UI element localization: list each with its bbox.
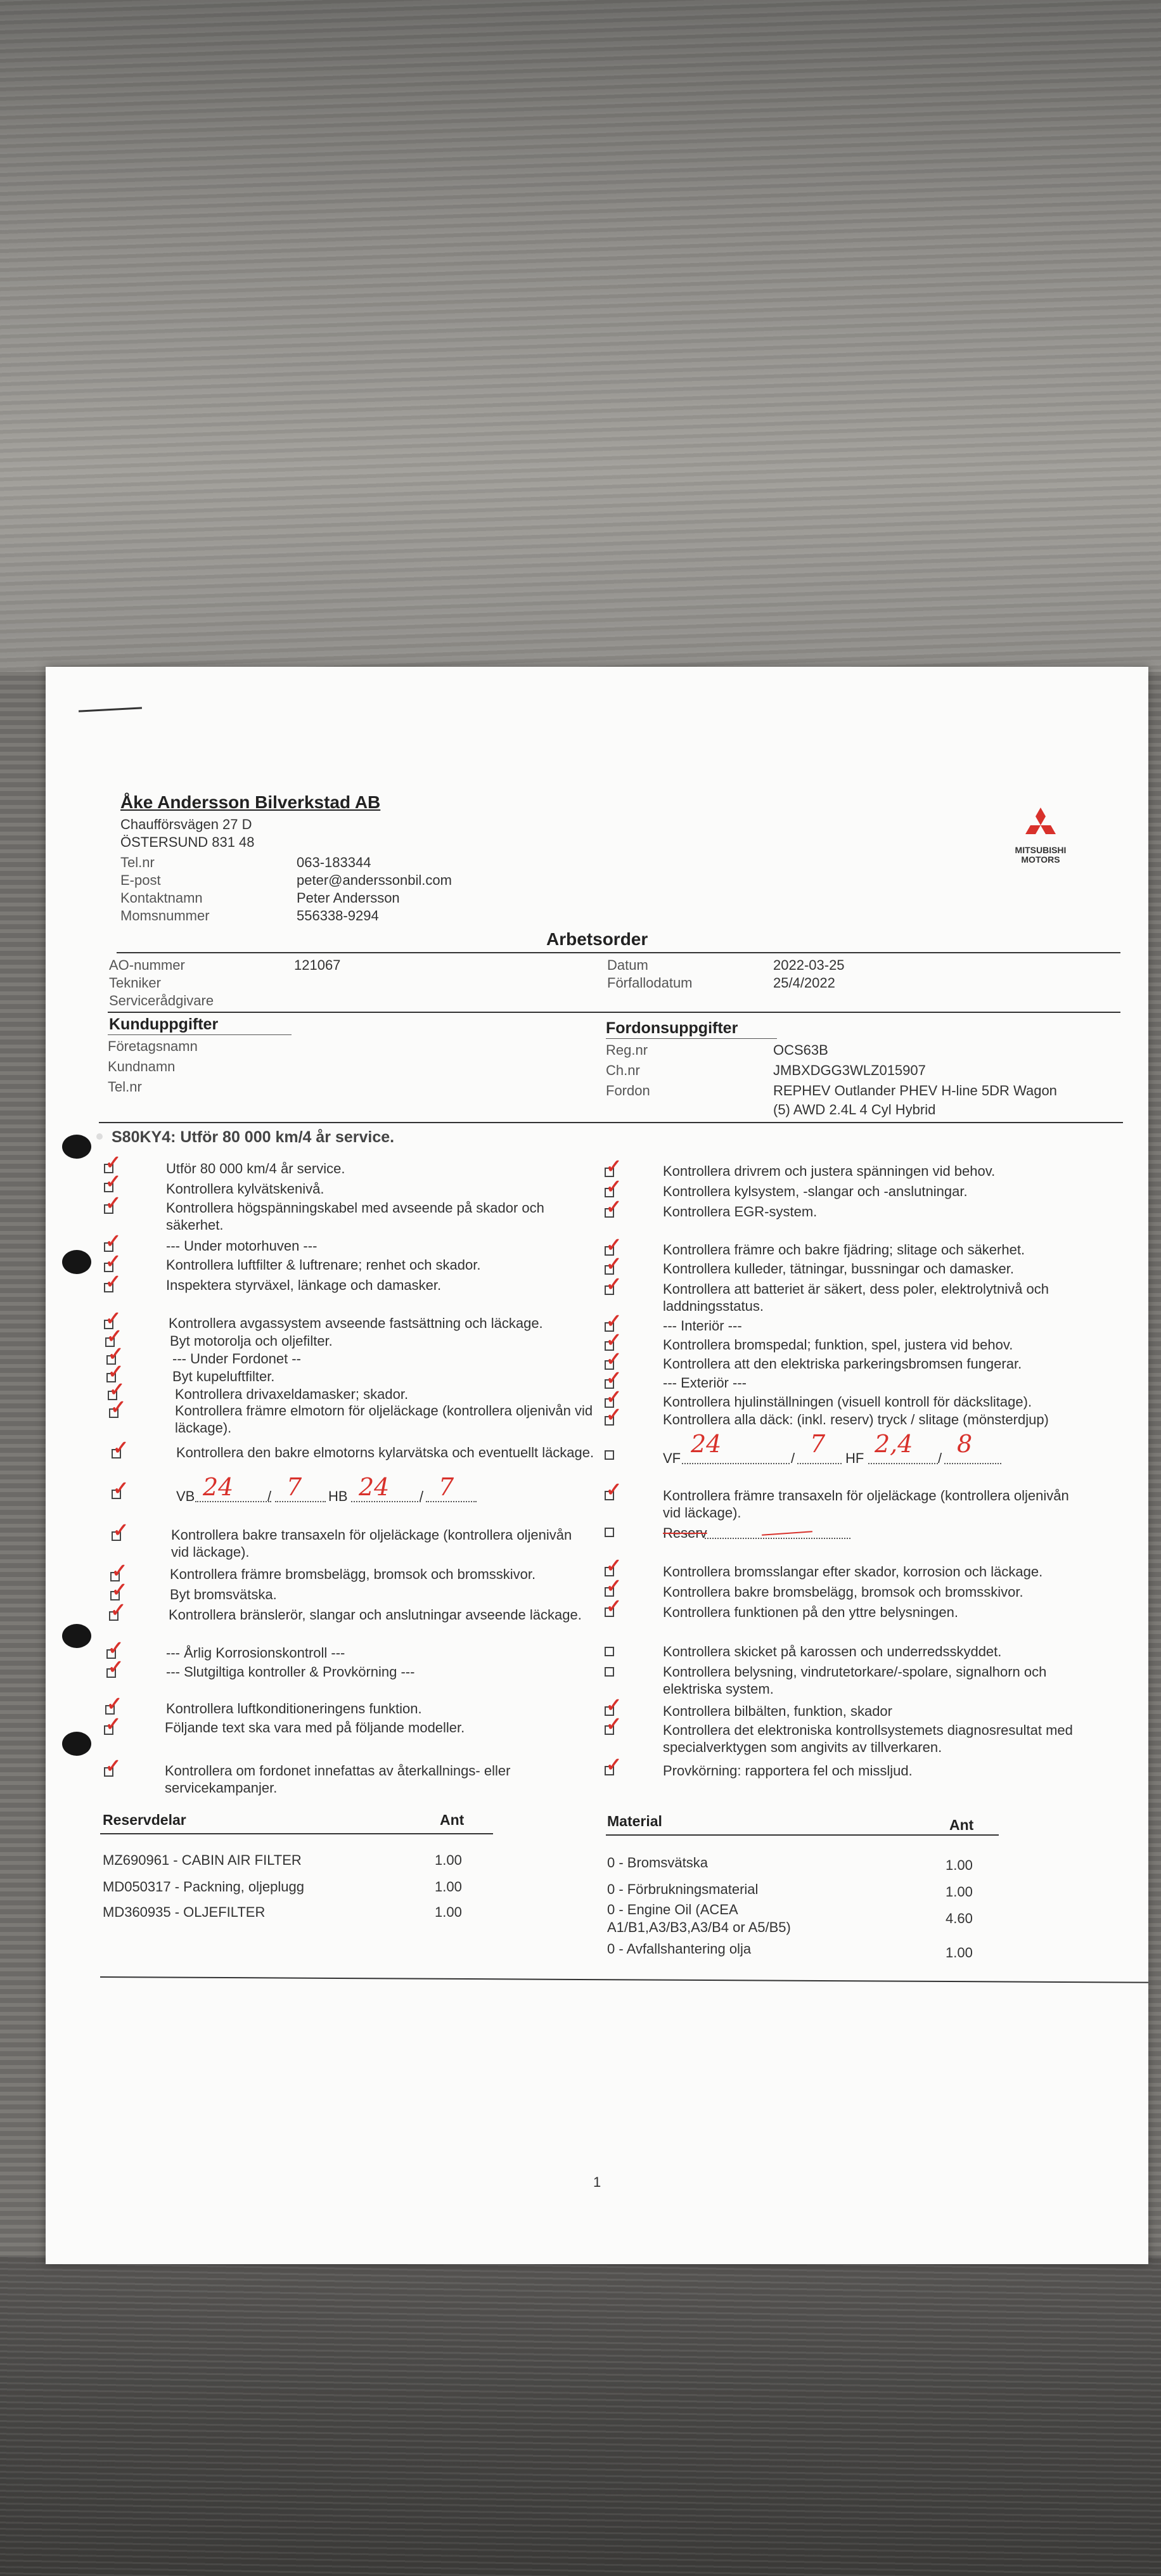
part-row-name: MD050317 - Packning, oljeplugg <box>103 1879 304 1895</box>
service-item: Kontrollera kylvätskenivå. <box>166 1181 324 1197</box>
material-row-name: 0 - Avfallshantering olja <box>607 1941 752 1957</box>
red-check-mark-icon: ✓ <box>606 1176 622 1197</box>
vb2-field-line <box>275 1501 326 1502</box>
customer-name-label: Kundnamn <box>108 1059 176 1074</box>
email-value: peter@anderssonbil.com <box>297 872 452 888</box>
red-check-mark-icon: ✓ <box>105 1171 122 1192</box>
red-check-mark-icon: ✓ <box>606 1576 622 1597</box>
material-row-name: 0 - Bromsvätska <box>607 1855 708 1871</box>
red-check-mark-icon: ✓ <box>105 1251 122 1272</box>
red-check-mark-icon: ✓ <box>606 1156 622 1177</box>
red-check-mark-icon: ✓ <box>606 1555 622 1576</box>
red-check-mark-icon: ✓ <box>606 1405 622 1426</box>
contact-label: Kontaktnamn <box>120 890 203 906</box>
service-item: Kontrollera högspänningskabel med avseende på skador och säkerhet. <box>166 1200 544 1233</box>
vf2-handwritten-value: 7 <box>810 1430 826 1458</box>
service-item: Kontrollera drivaxeldamasker; skador. <box>175 1386 409 1402</box>
red-check-mark-icon: ✓ <box>606 1235 622 1256</box>
order-number-label: AO-nummer <box>109 957 185 973</box>
company-address-street: Chaufförsvägen 27 D <box>120 816 252 832</box>
red-check-mark-icon: ✓ <box>109 1379 125 1400</box>
material-qty-heading: Ant <box>949 1817 974 1833</box>
red-check-mark-icon: ✓ <box>112 1561 128 1581</box>
part-row-name: MZ690961 - CABIN AIR FILTER <box>103 1852 302 1868</box>
service-item: Utför 80 000 km/4 år service. <box>166 1161 345 1176</box>
date-label: Datum <box>607 957 648 973</box>
service-item: Kontrollera främre elmotorn för oljeläckage (kontrollera oljenivån vid läckage). <box>175 1403 593 1436</box>
service-item: Byt motorolja och oljefilter. <box>170 1333 333 1349</box>
service-heading: S80KY4: Utför 80 000 km/4 år service. <box>112 1128 395 1146</box>
divider <box>606 1038 777 1039</box>
service-item: --- Under motorhuven --- <box>166 1238 318 1254</box>
red-check-mark-icon: ✓ <box>606 1254 622 1275</box>
company-name-label: Företagsnamn <box>108 1038 198 1054</box>
service-advisor-label: Servicerådgivare <box>109 993 214 1008</box>
material-row-qty: 1.00 <box>946 1884 973 1900</box>
hb-field-line <box>351 1501 421 1502</box>
mitsubishi-logo-icon <box>1022 808 1060 842</box>
vat-label: Momsnummer <box>120 908 210 924</box>
punch-hole <box>62 1135 91 1159</box>
bullet-icon <box>96 1133 103 1140</box>
customer-heading: Kunduppgifter <box>109 1015 219 1033</box>
service-item: Kontrollera det elektroniska kontrollsystemets diagnosresultat med specialverktygen som angivits av tillverkaren. <box>663 1722 1073 1755</box>
contact-value: Peter Andersson <box>297 890 400 906</box>
chassis-number-value: JMBXDGG3WLZ015907 <box>773 1062 926 1078</box>
red-strike-mark <box>762 1531 812 1536</box>
service-item: Kontrollera bromspedal; funktion, spel, justera vid behov. <box>663 1337 1013 1353</box>
vb-handwritten-value: 24 <box>203 1473 234 1501</box>
hf-label: HF <box>845 1450 864 1466</box>
service-item: Kontrollera bilbälten, funktion, skador <box>663 1703 892 1719</box>
service-item: Provkörning: rapportera fel och missljud. <box>663 1763 913 1779</box>
phone-value: 063-183344 <box>297 854 371 870</box>
red-check-mark-icon: ✓ <box>106 1694 123 1715</box>
vf-label: VF <box>663 1450 681 1466</box>
email-label: E-post <box>120 872 161 888</box>
checkbox[interactable] <box>605 1647 614 1656</box>
service-item: Kontrollera kulleder, tätningar, bussningar och damasker. <box>663 1261 1014 1277</box>
hf2-field-line <box>944 1463 1001 1464</box>
service-item: Kontrollera skicket på karossen och underredsskyddet. <box>663 1644 1002 1659</box>
red-check-mark-icon: ✓ <box>113 1438 129 1459</box>
divider <box>100 1833 493 1834</box>
hf-handwritten-value: 2,4 <box>875 1430 913 1458</box>
service-item: Kontrollera om fordonet innefattas av återkallnings- eller servicekampanjer. <box>165 1763 511 1796</box>
divider <box>108 1034 292 1035</box>
page-number: 1 <box>593 2174 601 2190</box>
reg-number-value: OCS63B <box>773 1042 828 1058</box>
checkbox[interactable] <box>605 1667 614 1677</box>
service-item: Kontrollera bakre bromsbelägg, bromsok och bromsskivor. <box>663 1584 1023 1600</box>
part-row-qty: 1.00 <box>435 1852 462 1868</box>
material-row-qty: 1.00 <box>946 1857 973 1873</box>
red-check-mark-icon: ✓ <box>113 1520 129 1541</box>
table-surface-bottom <box>0 2257 1161 2576</box>
parts-qty-heading: Ant <box>440 1812 465 1828</box>
service-item: --- Slutgiltiga kontroller & Provkörning --- <box>166 1664 415 1680</box>
punch-hole <box>62 1250 91 1274</box>
divider <box>99 1122 1123 1123</box>
service-item: --- Årlig Korrosionskontroll --- <box>166 1645 345 1661</box>
service-item: --- Interiör --- <box>663 1318 742 1334</box>
service-item: Kontrollera främre bromsbelägg, bromsok och bromsskivor. <box>170 1566 536 1582</box>
divider <box>100 1976 1148 1983</box>
red-check-mark-icon: ✓ <box>606 1274 622 1295</box>
part-row-name: MD360935 - OLJEFILTER <box>103 1904 266 1920</box>
service-item: Kontrollera den bakre elmotorns kylarvätska och eventuellt läckage. <box>176 1445 594 1460</box>
service-item: Kontrollera kylsystem, -slangar och -anslutningar. <box>663 1183 968 1199</box>
red-check-mark-icon: ✓ <box>105 1756 122 1777</box>
red-check-mark-icon: ✓ <box>110 1397 127 1418</box>
company-address-city: ÖSTERSUND 831 48 <box>120 834 255 850</box>
red-check-mark-icon: ✓ <box>606 1714 622 1735</box>
chassis-number-label: Ch.nr <box>606 1062 640 1078</box>
service-item: Byt kupeluftfilter. <box>172 1368 275 1384</box>
service-item: Kontrollera bromsslangar efter skador, korrosion och läckage. <box>663 1564 1043 1580</box>
red-check-mark-icon: ✓ <box>606 1755 622 1775</box>
vehicle-value: REPHEV Outlander PHEV H-line 5DR Wagon <box>773 1083 1057 1098</box>
red-check-mark-icon: ✓ <box>105 1152 122 1173</box>
vf-handwritten-value: 24 <box>691 1430 722 1458</box>
service-item: Kontrollera bakre transaxeln för oljeläckage (kontrollera oljenivån vid läckage). <box>171 1527 572 1560</box>
material-row-name-line2: A1/B1,A3/B3,A3/B4 or A5/B5) <box>607 1919 791 1935</box>
service-item: Byt bromsvätska. <box>170 1587 277 1602</box>
service-item: Kontrollera främre och bakre fjädring; slitage och säkerhet. <box>663 1242 1025 1258</box>
red-check-mark-icon: ✓ <box>113 1478 129 1499</box>
service-item: Kontrollera EGR-system. <box>663 1204 818 1220</box>
reserve-field-line <box>705 1538 850 1539</box>
table-surface-left <box>0 672 51 2257</box>
red-check-mark-icon: ✓ <box>108 1344 124 1365</box>
red-check-mark-icon: ✓ <box>105 1714 122 1735</box>
red-check-mark-icon: ✓ <box>606 1596 622 1617</box>
table-surface-top <box>0 0 1161 672</box>
technician-label: Tekniker <box>109 975 161 991</box>
red-check-mark-icon: ✓ <box>606 1197 622 1218</box>
red-check-mark-icon: ✓ <box>105 1231 122 1252</box>
service-item: Kontrollera funktionen på den yttre belysningen. <box>663 1604 958 1620</box>
service-item: Kontrollera hjulinställningen (visuell kontroll för däckslitage). <box>663 1394 1032 1410</box>
material-row-name: 0 - Förbrukningsmaterial <box>607 1881 759 1897</box>
material-row-name: 0 - Engine Oil (ACEA <box>607 1902 738 1917</box>
hf2-handwritten-value: 8 <box>957 1430 973 1458</box>
vb-field-line <box>195 1501 271 1502</box>
hb-handwritten-value: 24 <box>359 1473 390 1501</box>
red-check-mark-icon: ✓ <box>606 1330 622 1351</box>
service-item: Kontrollera främre transaxeln för oljeläckage (kontrollera oljenivån vid läckage). <box>663 1488 1069 1521</box>
service-item: Kontrollera drivrem och justera spänningen vid behov. <box>663 1163 996 1179</box>
red-check-mark-icon: ✓ <box>108 1657 124 1678</box>
company-name: Åke Andersson Bilverkstad AB <box>120 792 381 812</box>
order-title: Arbetsorder <box>546 929 648 949</box>
checkbox[interactable] <box>605 1450 614 1460</box>
date-value: 2022-03-25 <box>773 957 845 973</box>
red-check-mark-icon: ✓ <box>105 1193 122 1214</box>
vat-value: 556338-9294 <box>297 908 379 924</box>
service-item: --- Under Fordonet -- <box>172 1351 301 1367</box>
red-check-mark-icon: ✓ <box>105 1308 122 1329</box>
order-number-value: 121067 <box>294 957 341 973</box>
divider <box>108 1012 1120 1013</box>
red-check-mark-icon: ✓ <box>606 1311 622 1332</box>
red-check-mark-icon: ✓ <box>105 1272 122 1292</box>
due-date-value: 25/4/2022 <box>773 975 835 991</box>
divider <box>117 952 1120 953</box>
material-row-qty: 4.60 <box>946 1910 973 1926</box>
red-check-mark-icon: ✓ <box>112 1580 128 1600</box>
red-check-mark-icon: ✓ <box>606 1368 622 1389</box>
vb-label: VB <box>176 1488 195 1504</box>
vf2-field-line <box>797 1463 842 1464</box>
service-item: Kontrollera belysning, vindrutetorkare/-spolare, signalhorn och elektriska system. <box>663 1664 1047 1697</box>
service-item: Kontrollera bränslerör, slangar och anslutningar avseende läckage. <box>169 1607 582 1623</box>
service-item: Kontrollera att den elektriska parkeringsbromsen fungerar. <box>663 1356 1022 1372</box>
hb2-field-line <box>426 1501 477 1502</box>
logo-text: MITSUBISHI MOTORS <box>1015 845 1067 865</box>
customer-phone-label: Tel.nr <box>108 1079 142 1095</box>
red-check-mark-icon: ✓ <box>606 1479 622 1500</box>
part-row-qty: 1.00 <box>435 1879 462 1895</box>
service-item: Kontrollera att batteriet är säkert, dess poler, elektrolytnivå och laddningsstatus. <box>663 1281 1049 1314</box>
vehicle-heading: Fordonsuppgifter <box>606 1019 738 1037</box>
red-check-mark-icon: ✓ <box>606 1349 622 1370</box>
service-item: Kontrollera luftfilter & luftrenare; renhet och skador. <box>166 1257 481 1273</box>
service-item: Inspektera styrväxel, länkage och damasker. <box>166 1277 442 1293</box>
punch-hole <box>62 1624 91 1648</box>
vehicle-label: Fordon <box>606 1083 650 1098</box>
material-row-qty: 1.00 <box>946 1945 973 1961</box>
reg-number-label: Reg.nr <box>606 1042 648 1058</box>
checkbox[interactable] <box>605 1528 614 1537</box>
red-check-mark-icon: ✓ <box>108 1638 124 1659</box>
divider <box>606 1834 999 1836</box>
vf-field-line <box>682 1463 790 1464</box>
red-check-mark-icon: ✓ <box>108 1362 124 1382</box>
red-check-mark-icon: ✓ <box>606 1387 622 1408</box>
service-item: --- Exteriör --- <box>663 1375 747 1391</box>
work-order-paper: Åke Andersson Bilverkstad AB Chaufförsvägen 27 D ÖSTERSUND 831 48 Tel.nr 063-183344 E-post peter@anderssonbil.com Kontaktnamn Peter Andersson Momsnummer 556338-9294 MITSUBISHI MOTORS Arbetsorder AO-nummer 121067 Tekniker Servicerådgivare Datum 2022-03-25 Förfallodatum 25/4/2022 Kunduppgifter Företagsnamn Kundnamn Tel.nr Fordonsuppgifter Reg.nr OCS63B Ch.nr JMBXDGG3WLZ015907 Fordon REPHEV Outlander PHEV H-line 5DR Wagon (5) AWD 2.4L 4 Cyl Hybrid S80KY4: Utför 80 000 km/4 år service. ✓ Utför 80 000 km/4 år service. ✓ Kontrollera kylvätskenivå. ✓ Kontrollera högspänningskabel med avseende på skador och säkerhet. ✓ --- Under motorhuven --- ✓ Kontrollera luftfilter & luftrenare; renhet och skador. ✓ Inspektera styrväxel, länkage och damasker. ✓ Kontrollera avgassystem avseende fastsättning och läckage. ✓ Byt motorolja och oljefilter. ✓ --- Under Fordonet -- ✓ Byt kupeluftfilter. ✓ Kontrollera drivaxeldamasker; skador. ✓ Kontrollera främre elmotorn för oljeläckage (kontrollera oljenivån vid läckage). ✓ Kontrollera den bakre elmotorns kylarvätska och eventuellt läckage. ✓ VB 24 / 7 HB 24 / 7 ✓ Kontrollera bakre transaxeln för oljeläckage (kontrollera oljenivån vid läckage). ✓ Kontrollera främre bromsbelägg, bromsok och bromsskivor. ✓ Byt bromsvätska. ✓ Kontrollera bränslerör, slangar och anslutningar avseende läckage. ✓ --- Årlig Korrosionskontroll --- ✓ --- Slutgiltiga kontroller & Provkörning --- ✓ Kontrollera luftkonditioneringens funktion. ✓ Följande text ska vara med på följande modeller. ✓ Kontrollera om fordonet innefattas av återkallnings- eller servicekampanjer. ✓ Kontrollera drivrem och justera spänningen vid behov. ✓ Kontrollera kylsystem, -slangar och -anslutningar. ✓ Kontrollera EGR-system. ✓ Kontrollera främre och bakre fjädring; slitage och säkerhet. ✓ Kontrollera kulleder, tätningar, bussningar och damasker. ✓ Kontrollera att batteriet är säkert, dess poler, elektrolytnivå och laddningsstatus. ✓ --- Interiör --- ✓ Kontrollera bromspedal; funktion, spel, justera vid behov. ✓ Kontrollera att den elektriska parkeringsbromsen fungerar. ✓ --- Exteriör --- ✓ Kontrollera hjulinställningen (visuell kontroll för däckslitage). ✓ Kontrollera alla däck: (inkl. reserv) tryck / slitage (mönsterdjup) VF 24 / 7 HF 2,4 / 8 ✓ Kontrollera främre transaxeln för oljeläckage (kontrollera oljenivån vid läckage). Reserv ✓ Kontrollera bromsslangar efter skador, korrosion och läckage. ✓ Kontrollera bakre bromsbelägg, bromsok och bromsskivor. ✓ Kontrollera funktionen på den yttre belysningen. Kontrollera skicket på karossen och underredsskyddet. Kontrollera belysning, vindrutetorkare/-spolare, signalhorn och elektriska system. ✓ Kontrollera bilbälten, funktion, skador ✓ Kontrollera det elektroniska kontrollsystemets diagnosresultat med specialverktygen som angivits av tillverkaren. ✓ Provkörning: rapportera fel och missljud. Reservdelar Ant MZ690961 - CABIN AIR FILTER 1.00 MD050317 - Packning, oljeplugg 1.00 MD360935 - OLJEFILTER 1.00 Material Ant 0 - Bromsvätska 1.00 0 - Förbrukningsmaterial 1.00 0 - Engine Oil (ACEA A1/B1,A3/B3,A3/B4 or A5/B5) 4.60 0 - Avfallshantering olja 1.00 1 <box>46 667 1148 2264</box>
service-item: Följande text ska vara med på följande modeller. <box>165 1720 465 1736</box>
service-item: Kontrollera alla däck: (inkl. reserv) tryck / slitage (mönsterdjup) <box>663 1412 1049 1427</box>
due-date-label: Förfallodatum <box>607 975 693 991</box>
service-item: Kontrollera avgassystem avseende fastsättning och läckage. <box>169 1315 543 1331</box>
hf-field-line <box>868 1463 938 1464</box>
parts-heading: Reservdelar <box>103 1812 186 1828</box>
punch-hole <box>62 1732 91 1756</box>
red-check-mark-icon: ✓ <box>106 1326 123 1347</box>
phone-label: Tel.nr <box>120 854 155 870</box>
vehicle-value-line2: (5) AWD 2.4L 4 Cyl Hybrid <box>773 1102 936 1117</box>
reserve-label: Reserv <box>663 1525 707 1541</box>
material-heading: Material <box>607 1813 662 1829</box>
service-item: Kontrollera luftkonditioneringens funktion. <box>166 1701 422 1716</box>
red-check-mark-icon: ✓ <box>606 1695 622 1716</box>
hb-label: HB <box>328 1488 348 1504</box>
red-check-mark-icon: ✓ <box>110 1600 127 1621</box>
pen-mark <box>79 707 142 712</box>
hb2-handwritten-value: 7 <box>439 1473 454 1501</box>
part-row-qty: 1.00 <box>435 1904 462 1920</box>
vb2-handwritten-value: 7 <box>286 1473 302 1501</box>
